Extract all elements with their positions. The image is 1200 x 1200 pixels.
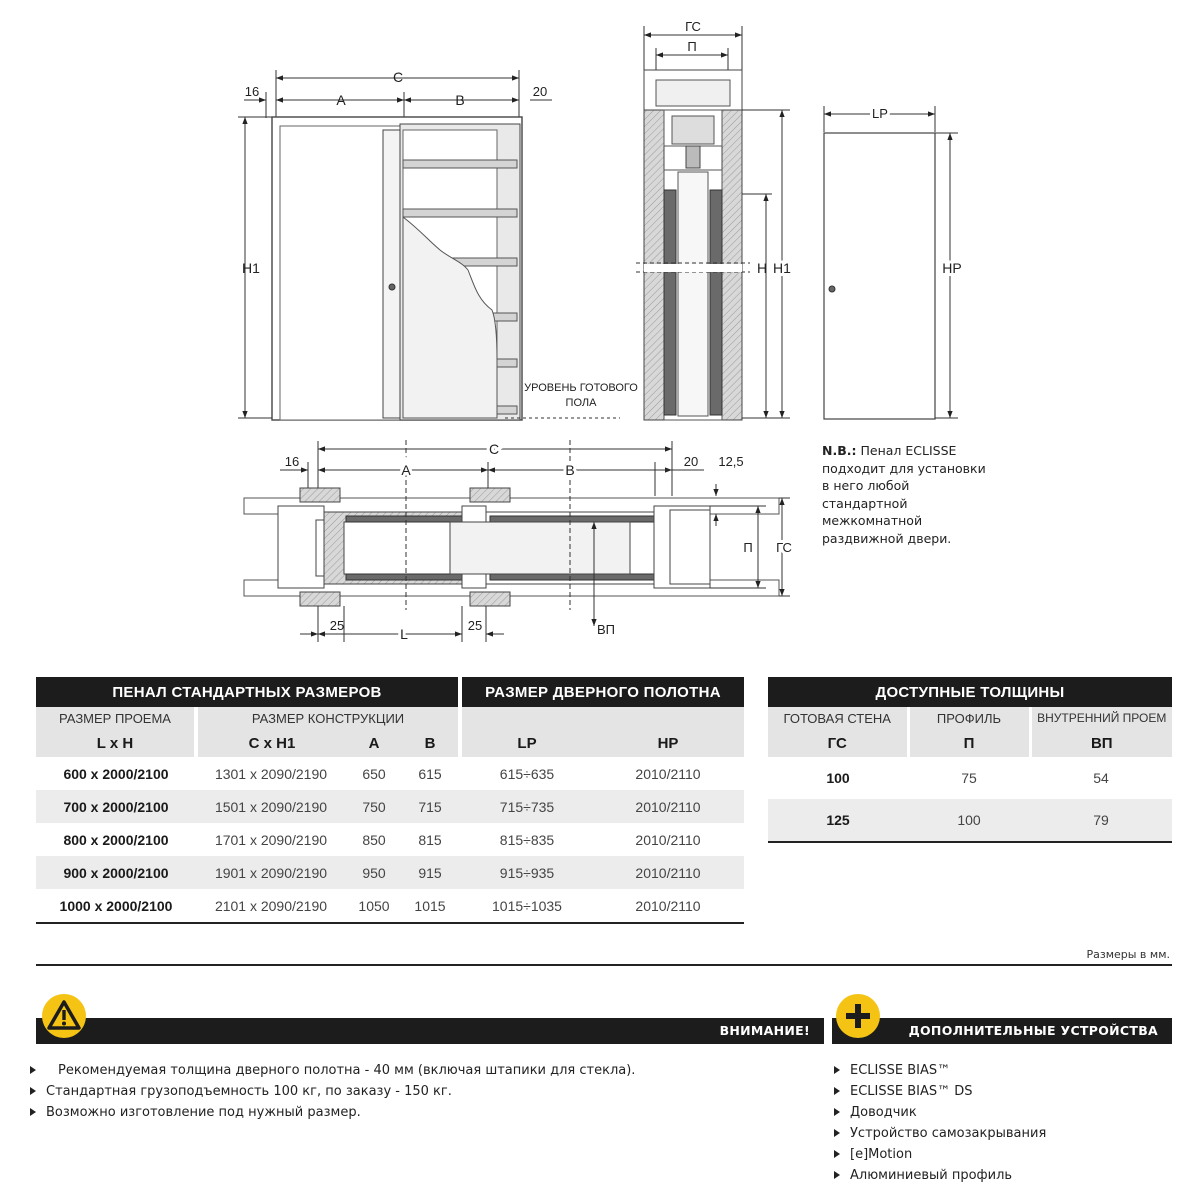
vertical-section: [636, 26, 790, 420]
col-b: B: [424, 734, 436, 752]
list-item-text: Доводчик: [850, 1105, 917, 1120]
list-item: [28, 1102, 808, 1123]
floor-label-2: ПОЛА: [565, 397, 597, 409]
list-item: [28, 1081, 808, 1102]
list-item-text: Возможно изготовление под нужный размер.: [46, 1105, 361, 1120]
plan-12-5: 12,5: [718, 454, 744, 469]
dim-16: 16: [244, 84, 260, 99]
cell: 54: [1093, 770, 1109, 786]
extras-list: [832, 1060, 1172, 1186]
plan-gc: ГС: [776, 540, 792, 555]
cell: 2010/2110: [592, 856, 744, 889]
cell: 1000 x 2000/2100: [59, 897, 173, 914]
list-item-text: ECLISSE BIAS™ DS: [850, 1084, 973, 1099]
door-lp: LP: [872, 106, 888, 121]
plan-20: 20: [683, 454, 699, 469]
dim-h1: H1: [242, 260, 260, 276]
plan-16: 16: [284, 454, 300, 469]
table-row: [36, 790, 744, 823]
plan-l: L: [400, 626, 408, 642]
table-row: [768, 757, 1172, 799]
list-item: [832, 1144, 1172, 1165]
warning-title: ВНИМАНИЕ!: [36, 1018, 824, 1044]
divider: [36, 964, 1172, 966]
warning-list: [28, 1060, 808, 1123]
dim-20: 20: [532, 84, 548, 99]
cell: 615÷635: [499, 765, 555, 782]
cell: 1015: [414, 897, 446, 914]
plan-a: A: [401, 462, 411, 478]
list-item: [832, 1060, 1172, 1081]
col-a: A: [368, 734, 380, 752]
cell: 750: [346, 790, 402, 823]
cell: 1015÷1035: [492, 897, 562, 914]
plan-25a: 25: [329, 618, 345, 633]
list-item-text: Алюминиевый профиль: [850, 1168, 1013, 1183]
cell: 2010/2110: [592, 790, 744, 823]
col-gc: ГС: [768, 729, 908, 757]
header-standard-sizes: ПЕНАЛ СТАНДАРТНЫХ РАЗМЕРОВ: [112, 683, 382, 701]
cell: 800 x 2000/2100: [63, 831, 169, 848]
table-row: [768, 799, 1172, 842]
sec-h: H: [756, 260, 768, 276]
door-leaf-drawing: [824, 106, 958, 419]
plan-p: П: [743, 540, 753, 555]
cell: 79: [1030, 799, 1172, 842]
list-item-text: Стандартная грузоподъемность 100 кг, по заказу - 150 кг.: [46, 1084, 452, 1099]
list-item: [832, 1165, 1172, 1186]
cell: 715÷735: [462, 790, 592, 823]
table-row: [36, 757, 744, 790]
note-nb: [822, 442, 992, 547]
table-row: [36, 856, 744, 889]
sub-wall: ГОТОВАЯ СТЕНА: [768, 707, 908, 729]
cell: 2010/2110: [635, 831, 701, 848]
sub-inner: ВНУТРЕННИЙ ПРОЕМ: [1037, 711, 1167, 725]
plus-icon: [836, 994, 880, 1038]
front-elevation: [238, 70, 620, 420]
cell: 1701 x 2090/2190: [214, 831, 328, 848]
sub-construction: РАЗМЕР КОНСТРУКЦИИ: [251, 710, 405, 726]
list-item-text: Устройство самозакрывания: [850, 1126, 1047, 1141]
cell: 915: [402, 856, 458, 889]
floor-label-1: УРОВЕНЬ ГОТОВОГО: [524, 382, 638, 394]
plan-c: C: [488, 441, 500, 457]
cell: 915÷935: [462, 856, 592, 889]
cell: 815: [418, 831, 442, 848]
cell: 100: [908, 799, 1030, 842]
list-item-text: Рекомендуемая толщина дверного полотна - 40 мм (включая штапики для стекла).: [58, 1063, 636, 1078]
sizes-table: [36, 677, 744, 924]
dim-b: B: [455, 92, 465, 108]
list-item-text: ECLISSE BIAS™: [850, 1063, 951, 1078]
note-label: N.B.:: [822, 443, 857, 458]
plan-section: [244, 440, 790, 642]
list-item: [832, 1102, 1172, 1123]
dim-a: A: [336, 92, 346, 108]
cell: 2101 x 2090/2190: [214, 897, 328, 914]
table-row: [36, 823, 744, 856]
door-hp: HP: [942, 260, 962, 276]
plan-25b: 25: [467, 618, 483, 633]
cell: 600 x 2000/2100: [63, 765, 169, 782]
cell: 75: [961, 770, 977, 786]
cell: 100: [826, 770, 850, 786]
sec-gc: ГС: [685, 19, 701, 34]
col-p: П: [908, 729, 1030, 757]
units-note: Размеры в мм.: [1086, 948, 1170, 961]
cell: 1050: [358, 897, 390, 914]
note-text: Пенал ECLISSE подходит для установки в него любой стандартной межкомнатной раздвижной двери.: [822, 443, 986, 546]
plan-b: B: [565, 462, 575, 478]
header-thickness: ДОСТУПНЫЕ ТОЛЩИНЫ: [875, 683, 1065, 701]
header-door-size: РАЗМЕР ДВЕРНОГО ПОЛОТНА: [485, 683, 721, 701]
cell: 715: [402, 790, 458, 823]
sub-profile: ПРОФИЛЬ: [908, 707, 1030, 729]
list-item: [832, 1081, 1172, 1102]
cell: 815÷835: [499, 831, 555, 848]
sec-p: П: [687, 39, 697, 54]
table-row: [36, 889, 744, 923]
dim-c: C: [392, 69, 404, 85]
cell: 615: [418, 765, 442, 782]
list-item-text: [e]Motion: [850, 1147, 913, 1162]
thickness-table: [768, 677, 1172, 843]
cell: 1901 x 2090/2190: [196, 856, 346, 889]
cell: 2010/2110: [635, 897, 701, 914]
cell: 850: [362, 831, 386, 848]
cell: 125: [768, 799, 908, 842]
sub-opening: РАЗМЕР ПРОЕМА: [36, 707, 196, 729]
extras-title: ДОПОЛНИТЕЛЬНЫЕ УСТРОЙСТВА: [832, 1018, 1172, 1044]
cell: 2010/2110: [635, 765, 701, 782]
cell: 1301 x 2090/2190: [214, 765, 328, 782]
col-hp: HP: [657, 734, 679, 752]
cell: 1501 x 2090/2190: [196, 790, 346, 823]
list-item: [28, 1060, 808, 1081]
col-vp: ВП: [1090, 734, 1113, 752]
list-item: [832, 1123, 1172, 1144]
cell: 950: [346, 856, 402, 889]
sec-h1: H1: [773, 260, 791, 276]
plan-vp: ВП: [596, 622, 616, 637]
col-cxh1: C x H1: [248, 734, 296, 752]
col-lp: LP: [517, 734, 537, 752]
cell: 900 x 2000/2100: [36, 856, 196, 889]
cell: 700 x 2000/2100: [36, 790, 196, 823]
col-lxh: L x H: [36, 729, 196, 757]
cell: 650: [362, 765, 386, 782]
warning-icon: [42, 994, 86, 1038]
